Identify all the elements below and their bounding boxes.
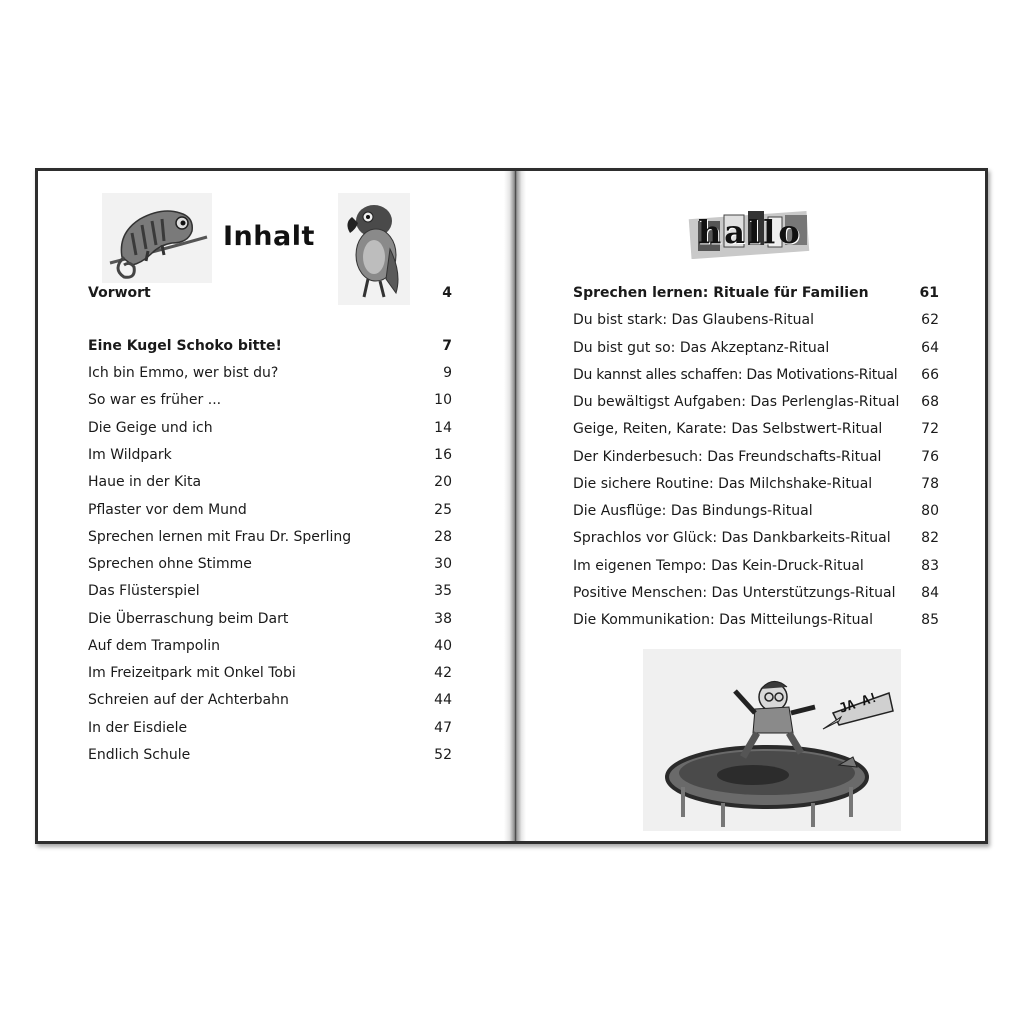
toc-entry-page: 40	[434, 638, 452, 654]
toc-entry[interactable]	[573, 392, 939, 412]
toc-entry-title: Im eigenen Tempo: Das Kein-Druck-Ritual	[573, 558, 864, 574]
toc-entry-title: Die Kommunikation: Das Mitteilungs-Ritual	[573, 612, 873, 628]
toc-entry-page: 25	[434, 502, 452, 518]
toc-entry-title: Im Freizeitpark mit Onkel Tobi	[88, 665, 296, 681]
toc-entry-page: 28	[434, 529, 452, 545]
toc-entry[interactable]	[573, 338, 939, 358]
toc-entry-title: So war es früher ...	[88, 392, 222, 408]
toc-entry[interactable]	[88, 336, 452, 356]
toc-entry-page: 14	[434, 420, 452, 436]
toc-entry[interactable]	[88, 554, 452, 574]
book-spread	[35, 168, 988, 844]
toc-entry-page: 9	[443, 365, 452, 381]
toc-entry-page: 61	[919, 285, 939, 301]
toc-entry-title: Eine Kugel Schoko bitte!	[88, 338, 282, 354]
toc-entry[interactable]	[573, 610, 939, 630]
toc-entry[interactable]	[573, 556, 939, 576]
toc-entry[interactable]	[573, 447, 939, 467]
toc-entry-title: Die Überraschung beim Dart	[88, 611, 289, 627]
toc-entry-title: Im Wildpark	[88, 447, 172, 463]
toc-entry-title: Sprachlos vor Glück: Das Dankbarkeits-Ritual	[573, 530, 891, 546]
toc-entry-page: 80	[921, 503, 939, 519]
toc-entry-page: 83	[921, 558, 939, 574]
chameleon-illustration	[102, 193, 212, 283]
toc-entry-page: 44	[434, 692, 452, 708]
toc-entry-title: Sprechen lernen mit Frau Dr. Sperling	[88, 529, 352, 545]
toc-entry[interactable]	[88, 690, 452, 710]
toc-entry[interactable]	[88, 609, 452, 629]
toc-entry-title: Positive Menschen: Das Unterstützungs-Ritual	[573, 585, 896, 601]
toc-entry[interactable]	[573, 419, 939, 439]
toc-entry[interactable]	[88, 418, 452, 438]
toc-entry-title: Du bist gut so: Das Akzeptanz-Ritual	[573, 340, 830, 356]
toc-entry-title: Du bist stark: Das Glaubens-Ritual	[573, 312, 814, 328]
toc-entry-page: 76	[921, 449, 939, 465]
toc-entry-page: 85	[921, 612, 939, 628]
toc-entry-page: 35	[434, 583, 452, 599]
toc-entry[interactable]	[88, 745, 452, 765]
toc-entry-page: 68	[921, 394, 939, 410]
toc-entry-title: Du bewältigst Aufgaben: Das Perlenglas-Ritual	[573, 394, 900, 410]
toc-entry-title: Die sichere Routine: Das Milchshake-Ritual	[573, 476, 873, 492]
toc-entry-page: 47	[434, 720, 452, 736]
toc-entry-title: Sprechen lernen: Rituale für Familien	[573, 285, 869, 301]
toc-left	[88, 281, 452, 781]
toc-entry-page: 72	[921, 421, 939, 437]
toc-entry[interactable]	[573, 283, 939, 303]
toc-entry[interactable]	[88, 390, 452, 410]
toc-entry-page: 10	[434, 392, 452, 408]
toc-entry-title: Sprechen ohne Stimme	[88, 556, 252, 572]
toc-entry[interactable]	[88, 581, 452, 601]
toc-entry-page: 66	[921, 367, 939, 383]
toc-entry-title: Pflaster vor dem Mund	[88, 502, 247, 518]
toc-entry-title: Du kannst alles schaffen: Das Motivations-Ritual	[573, 367, 898, 383]
toc-entry[interactable]	[88, 472, 452, 492]
toc-entry-title: Die Ausflüge: Das Bindungs-Ritual	[573, 503, 813, 519]
toc-entry[interactable]	[88, 718, 452, 738]
toc-entry-title: Auf dem Trampolin	[88, 638, 220, 654]
speech-bubble-text: JA A!	[837, 690, 880, 717]
toc-entry[interactable]	[573, 365, 939, 385]
toc-entry[interactable]	[573, 528, 939, 548]
toc-entry[interactable]	[88, 663, 452, 683]
toc-entry-title: Endlich Schule	[88, 747, 191, 763]
hallo-stamp-text: hallo	[698, 213, 803, 251]
toc-entry[interactable]	[88, 283, 452, 303]
toc-entry[interactable]	[573, 583, 939, 603]
toc-entry[interactable]	[88, 445, 452, 465]
toc-entry[interactable]	[573, 310, 939, 330]
toc-entry[interactable]	[88, 363, 452, 383]
trampoline-illustration	[643, 649, 901, 831]
toc-entry-page: 7	[442, 338, 452, 354]
toc-entry[interactable]	[573, 501, 939, 521]
toc-entry-page: 20	[434, 474, 452, 490]
toc-entry[interactable]	[573, 474, 939, 494]
toc-entry-title: Geige, Reiten, Karate: Das Selbstwert-Ritual	[573, 421, 883, 437]
toc-entry-title: Das Flüsterspiel	[88, 583, 200, 599]
toc-entry-page: 82	[921, 530, 939, 546]
hallo-stamp	[686, 205, 814, 259]
toc-right	[573, 281, 939, 641]
toc-title: Inhalt	[223, 221, 315, 252]
toc-entry-page: 42	[434, 665, 452, 681]
toc-entry-page: 84	[921, 585, 939, 601]
toc-entry[interactable]	[88, 527, 452, 547]
toc-entry-page: 78	[921, 476, 939, 492]
toc-entry-title: Haue in der Kita	[88, 474, 202, 490]
toc-entry-title: Vorwort	[88, 285, 151, 301]
toc-entry-page: 4	[442, 285, 452, 301]
toc-entry-page: 38	[434, 611, 452, 627]
toc-entry-page: 52	[434, 747, 452, 763]
toc-entry-title: Ich bin Emmo, wer bist du?	[88, 365, 279, 381]
book-gutter	[504, 171, 526, 841]
toc-entry-title: Die Geige und ich	[88, 420, 213, 436]
toc-entry-page: 30	[434, 556, 452, 572]
toc-entry[interactable]	[88, 500, 452, 520]
toc-entry-title: Der Kinderbesuch: Das Freundschafts-Ritual	[573, 449, 882, 465]
toc-entry-page: 64	[921, 340, 939, 356]
toc-entry-title: Schreien auf der Achterbahn	[88, 692, 289, 708]
toc-entry[interactable]	[88, 636, 452, 656]
toc-entry-page: 62	[921, 312, 939, 328]
toc-entry-page: 16	[434, 447, 452, 463]
toc-entry-title: In der Eisdiele	[88, 720, 188, 736]
